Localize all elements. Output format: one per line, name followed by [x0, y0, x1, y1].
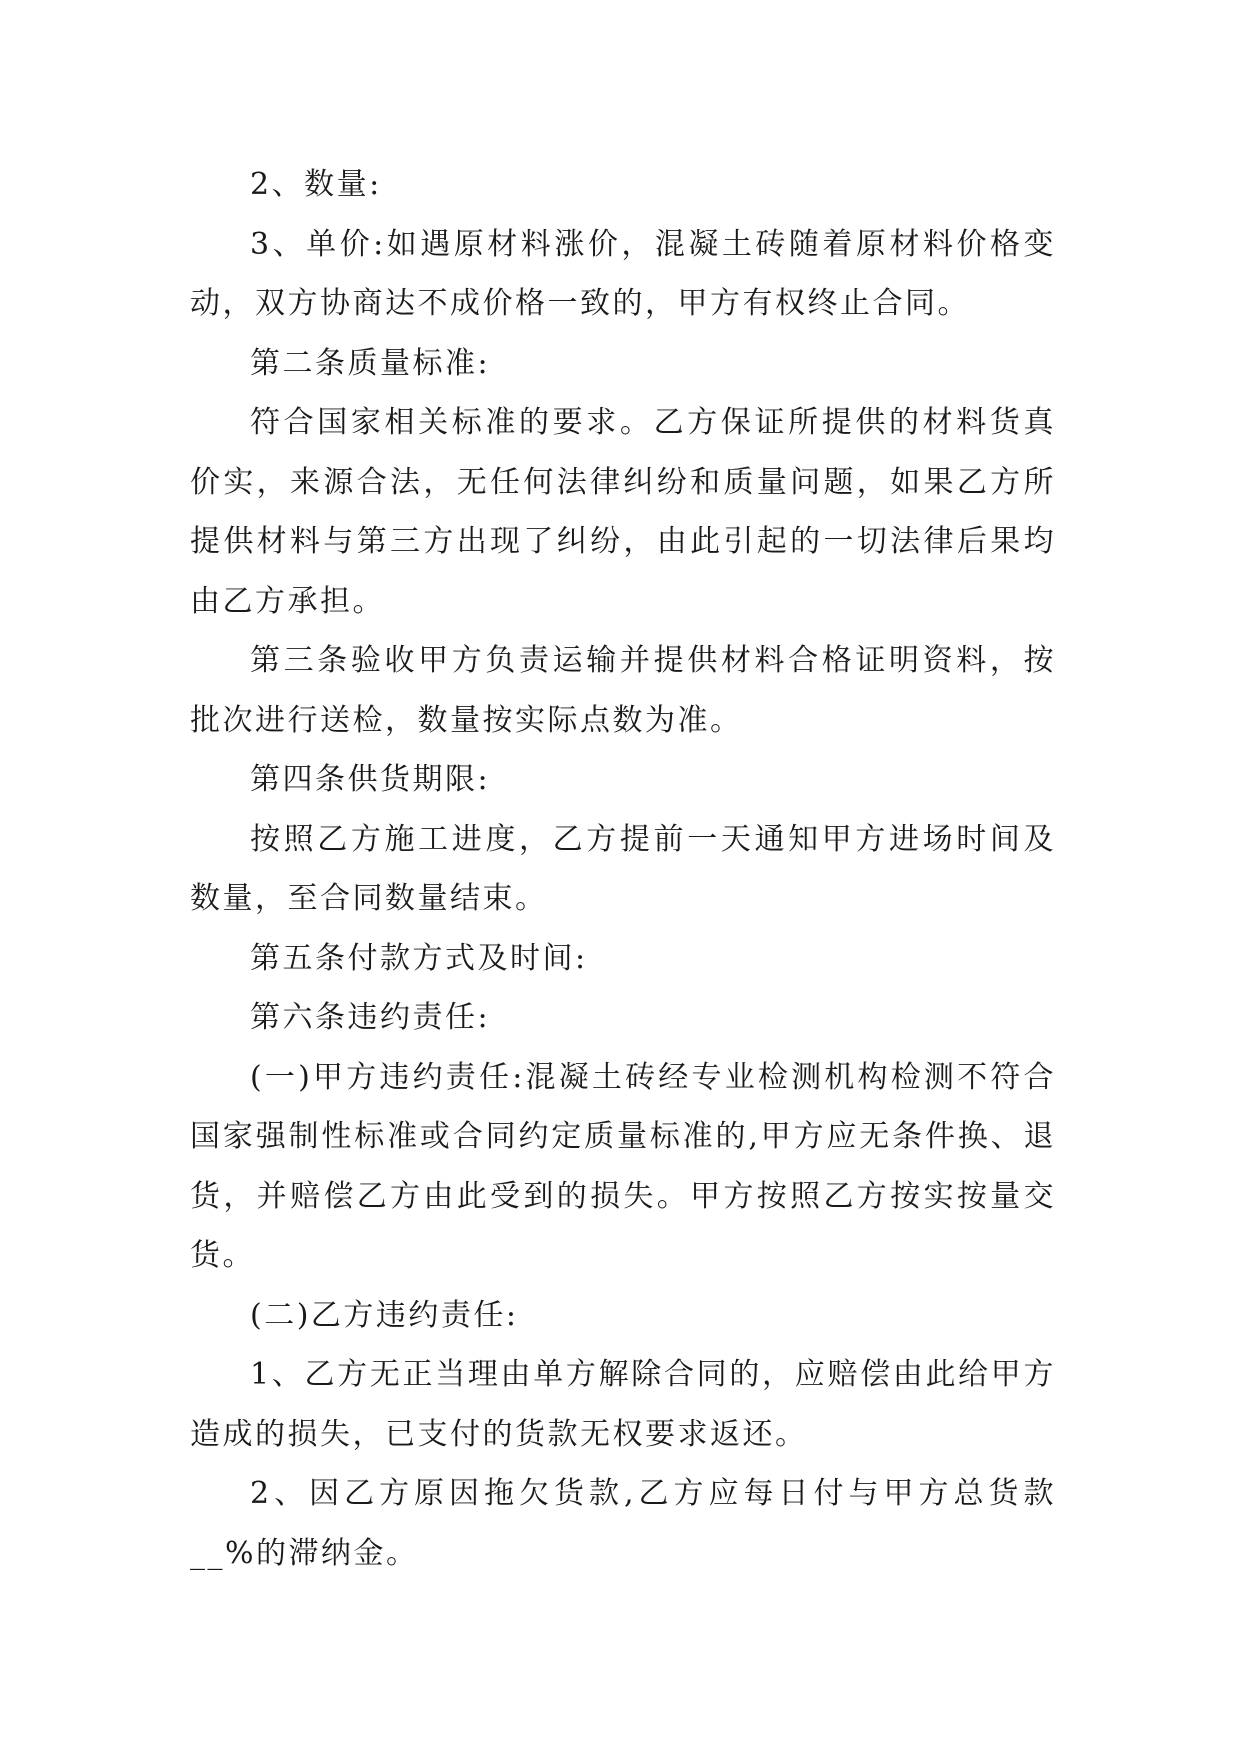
heading-article-5-payment: 第五条付款方式及时间: [250, 940, 588, 976]
paragraph-unit-price: 3、单价:如遇原材料涨价，混凝土砖随着原材料价格变动，双方协商达不成价格一致的，甲方有权终止合同。 [190, 226, 1056, 321]
paragraph-party-b-late-fee: 2、因乙方原因拖欠货款,乙方应每日付与甲方总货款__%的滞纳金。 [190, 1476, 1056, 1571]
heading-article-4-delivery-period: 第四条供货期限: [250, 762, 491, 797]
document-body [190, 155, 1056, 1583]
heading-article-6-liability: 第六条违约责任: [250, 1000, 491, 1035]
paragraph-quality-standard: 符合国家相关标准的要求。乙方保证所提供的材料货真价实，来源合法，无任何法律纠纷和质量问题，如果乙方所提供材料与第三方出现了纠纷，由此引起的一切法律后果均由乙方承担。 [190, 405, 1056, 619]
heading-party-b-liability: (二)乙方违约责任: [250, 1297, 519, 1333]
paragraph-article-3-acceptance: 第三条验收甲方负责运输并提供材料合格证明资料，按批次进行送检，数量按实际点数为准。 [190, 643, 1056, 738]
paragraph-quantity: 2、数量: [250, 167, 382, 202]
paragraph-delivery-schedule: 按照乙方施工进度，乙方提前一天通知甲方进场时间及数量，至合同数量结束。 [190, 821, 1056, 916]
heading-article-2-quality: 第二条质量标准: [250, 345, 491, 381]
paragraph-party-a-liability: (一)甲方违约责任:混凝土砖经专业检测机构检测不符合国家强制性标准或合同约定质量标准的,甲方应无条件换、退货，并赔偿乙方由此受到的损失。甲方按照乙方按实按量交货。 [190, 1059, 1056, 1273]
paragraph-party-b-termination: 1、乙方无正当理由单方解除合同的，应赔偿由此给甲方造成的损失，已支付的货款无权要求返还。 [190, 1357, 1056, 1452]
